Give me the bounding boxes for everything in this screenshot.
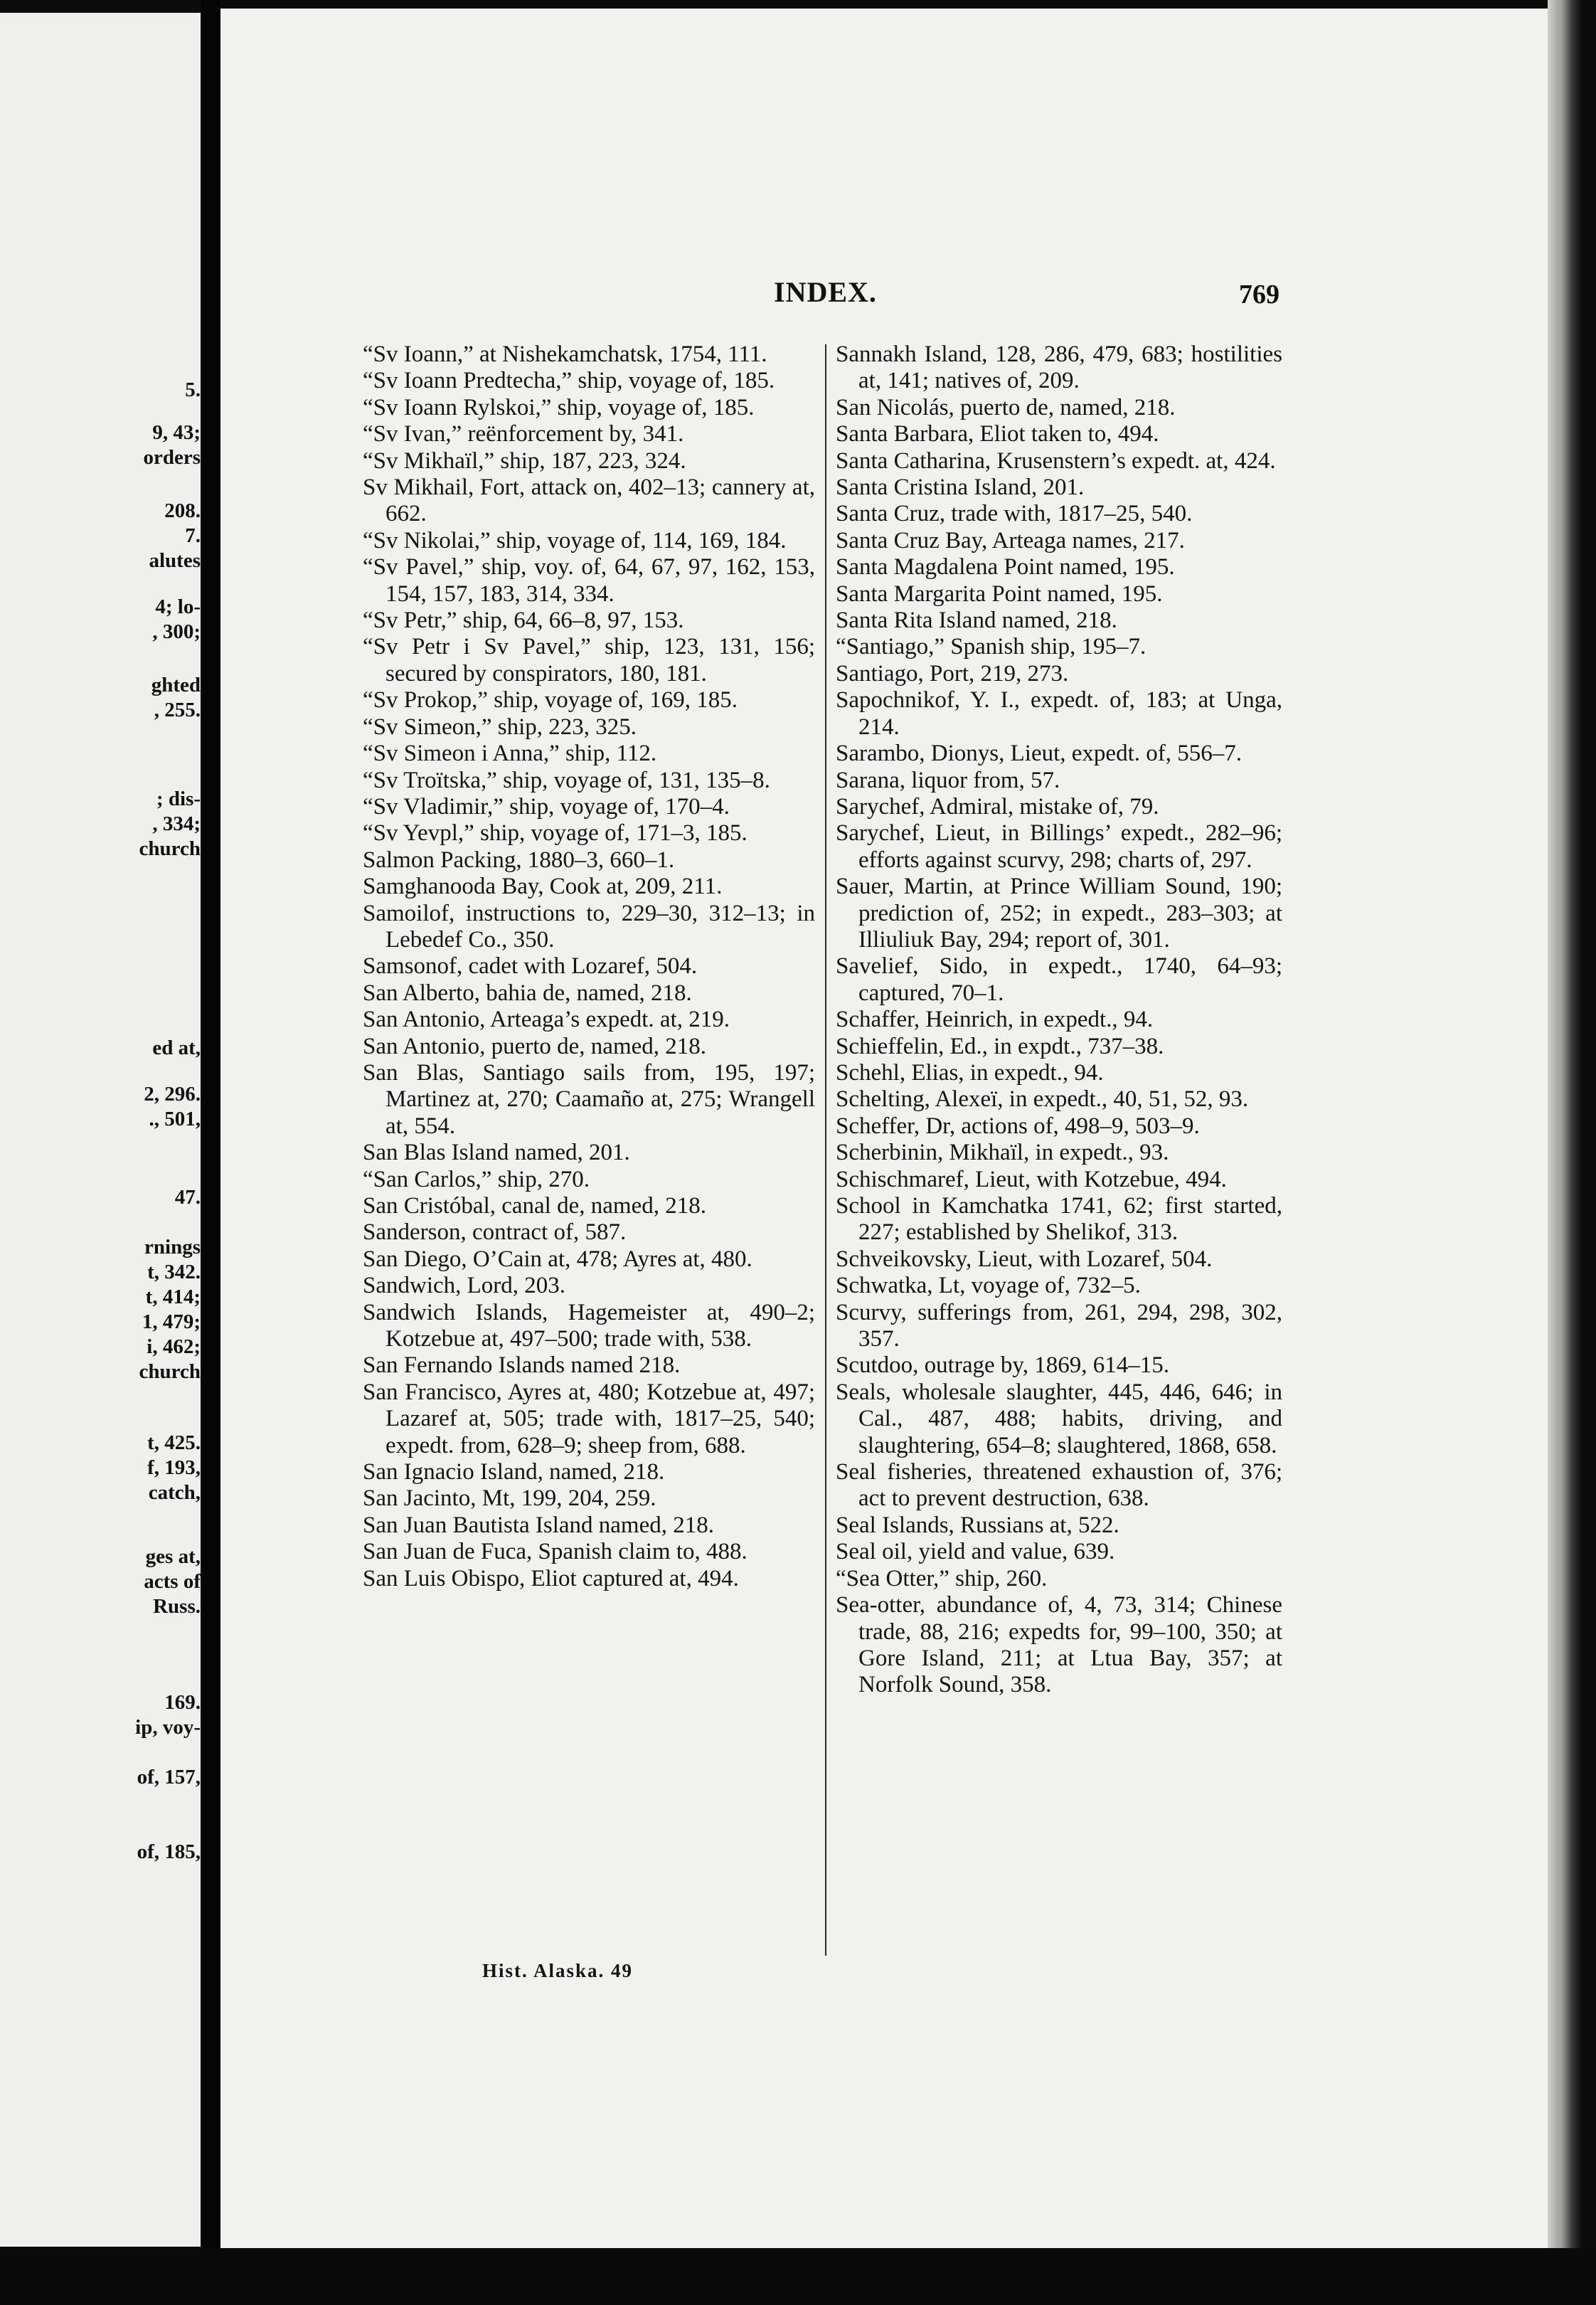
index-entry: San Jacinto, Mt, 199, 204, 259. bbox=[363, 1485, 656, 1512]
index-entry: “Sea Otter,” ship, 260. bbox=[836, 1565, 1048, 1591]
facing-page-fragment: , 255. bbox=[154, 699, 201, 721]
facing-page-fragment: 7. bbox=[185, 524, 201, 547]
facing-page-fragment: 4; lo- bbox=[155, 595, 201, 618]
index-entry: Sandwich Islands, Hagemeister at, 490–2; Kotzebue at, 497–500; trade with, 538. bbox=[363, 1299, 815, 1352]
signature-mark: Hist. Alaska. 49 bbox=[482, 1960, 634, 1981]
facing-page-fragment: , 300; bbox=[152, 620, 201, 643]
index-entry: Sauer, Martin, at Prince William Sound, 190; prediction of, 252; in expedt., 283–303; at Illiuliuk Bay, 294; report of, 301. bbox=[836, 874, 1282, 953]
facing-page-fragment: of, 157, bbox=[137, 1766, 201, 1789]
facing-page-fragment: alutes bbox=[149, 549, 201, 572]
index-entry: Scurvy, sufferings from, 261, 294, 298, 302, 357. bbox=[836, 1299, 1282, 1352]
index-entry: San Nicolás, puerto de, named, 218. bbox=[836, 394, 1176, 420]
facing-page-fragment: , 334; bbox=[152, 812, 201, 835]
facing-page-fragment: 208. bbox=[164, 499, 201, 522]
index-entry: Samghanooda Bay, Cook at, 209, 211. bbox=[363, 874, 723, 900]
facing-page-fragment: ., 501, bbox=[149, 1108, 201, 1130]
index-entry: School in Kamchatka 1741, 62; first started, 227; established by Shelikof, 313. bbox=[836, 1193, 1282, 1246]
index-entry: San Juan de Fuca, Spanish claim to, 488. bbox=[363, 1539, 748, 1565]
index-entry: “Sv Petr i Sv Pavel,” ship, 123, 131, 156; secured by conspirators, 180, 181. bbox=[363, 634, 815, 687]
index-entry: “Sv Prokop,” ship, voyage of, 169, 185. bbox=[363, 687, 738, 714]
facing-page-fragment: orders bbox=[143, 446, 201, 469]
index-entry: “Sv Ioann Rylskoi,” ship, voyage of, 185. bbox=[363, 394, 755, 420]
page-edge bbox=[1548, 0, 1596, 2305]
index-entry: Santa Catharina, Krusenstern’s expedt. at, 424. bbox=[836, 447, 1276, 474]
facing-page-fragment: ghted bbox=[151, 674, 201, 696]
index-entry: “Sv Mikhaïl,” ship, 187, 223, 324. bbox=[363, 447, 686, 474]
index-entry: Sannakh Island, 128, 286, 479, 683; hostilities at, 141; natives of, 209. bbox=[836, 341, 1282, 394]
index-entry: San Blas Island named, 201. bbox=[363, 1140, 630, 1166]
index-entry: “Sv Ioann,” at Nishekamchatsk, 1754, 111. bbox=[363, 341, 767, 367]
index-entry: Schieffelin, Ed., in expdt., 737–38. bbox=[836, 1033, 1164, 1059]
index-entry: “Sv Troïtska,” ship, voyage of, 131, 135–8. bbox=[363, 767, 770, 793]
facing-page-fragment: t, 342. bbox=[147, 1261, 201, 1283]
left-facing-page bbox=[0, 13, 201, 2247]
index-entry: “Sv Pavel,” ship, voy. of, 64, 67, 97, 162, 153, 154, 157, 183, 314, 334. bbox=[363, 554, 815, 607]
facing-page-fragment: church bbox=[139, 1360, 201, 1383]
index-entry: Samoilof, instructions to, 229–30, 312–13; in Lebedef Co., 350. bbox=[363, 900, 815, 953]
index-entry: “Sv Petr,” ship, 64, 66–8, 97, 153. bbox=[363, 608, 684, 634]
index-entry: San Blas, Santiago sails from, 195, 197; Martinez at, 270; Caamaño at, 275; Wrangell at, 554. bbox=[363, 1059, 815, 1139]
facing-page-fragment: f, 193, bbox=[147, 1456, 201, 1479]
index-entry: Scherbinin, Mikhaïl, in expedt., 93. bbox=[836, 1140, 1169, 1166]
index-entry: Sarychef, Lieut, in Billings’ expedt., 282–96; efforts against scurvy, 298; charts of, 297. bbox=[836, 820, 1282, 873]
index-entry: Santa Rita Island named, 218. bbox=[836, 608, 1117, 634]
index-entry: Schwatka, Lt, voyage of, 732–5. bbox=[836, 1273, 1141, 1299]
index-entry: Schelting, Alexeï, in expedt., 40, 51, 52, 93. bbox=[836, 1086, 1249, 1113]
facing-page-fragment: t, 414; bbox=[145, 1286, 201, 1308]
index-entry: “San Carlos,” ship, 270. bbox=[363, 1166, 590, 1192]
facing-page-fragment: 1, 479; bbox=[142, 1310, 201, 1333]
facing-page-fragment: i, 462; bbox=[147, 1335, 201, 1358]
index-entry: San Diego, O’Cain at, 478; Ayres at, 480. bbox=[363, 1246, 752, 1272]
index-entry: Sanderson, contract of, 587. bbox=[363, 1219, 627, 1246]
facing-page-fragment: church bbox=[139, 837, 201, 860]
index-entry: Scutdoo, outrage by, 1869, 614–15. bbox=[836, 1352, 1169, 1379]
scan-border bbox=[0, 2248, 1596, 2305]
index-entry: Seal fisheries, threatened exhaustion of, 376; act to prevent destruction, 638. bbox=[836, 1459, 1282, 1512]
index-entry: Savelief, Sido, in expedt., 1740, 64–93; captured, 70–1. bbox=[836, 953, 1282, 1006]
index-entry: “Santiago,” Spanish ship, 195–7. bbox=[836, 634, 1147, 660]
index-entry: Schischmaref, Lieut, with Kotzebue, 494. bbox=[836, 1166, 1227, 1192]
index-column-right bbox=[836, 341, 1282, 1699]
index-entry: Schaffer, Heinrich, in expedt., 94. bbox=[836, 1007, 1154, 1033]
facing-page-fragment: catch, bbox=[148, 1481, 201, 1504]
index-entry: Santa Magdalena Point named, 195. bbox=[836, 554, 1175, 581]
book-gutter bbox=[201, 0, 220, 2305]
facing-page-fragment: 169. bbox=[164, 1691, 201, 1714]
index-entry: Sv Mikhail, Fort, attack on, 402–13; cannery at, 662. bbox=[363, 475, 815, 527]
index-entry: “Sv Ioann Predtecha,” ship, voyage of, 185. bbox=[363, 368, 775, 394]
page-title: INDEX. bbox=[774, 276, 877, 308]
index-entry: San Antonio, Arteaga’s expedt. at, 219. bbox=[363, 1007, 730, 1033]
index-entry: San Luis Obispo, Eliot captured at, 494. bbox=[363, 1565, 739, 1591]
index-entry: “Sv Vladimir,” ship, voyage of, 170–4. bbox=[363, 793, 730, 820]
index-entry: Seal Islands, Russians at, 522. bbox=[836, 1512, 1119, 1538]
page-number: 769 bbox=[1239, 280, 1280, 309]
index-entry: San Fernando Islands named 218. bbox=[363, 1352, 681, 1379]
column-divider bbox=[825, 344, 826, 1956]
index-entry: Salmon Packing, 1880–3, 660–1. bbox=[363, 847, 675, 873]
index-entry: Samsonof, cadet with Lozaref, 504. bbox=[363, 953, 698, 980]
index-entry: Santa Barbara, Eliot taken to, 494. bbox=[836, 421, 1159, 447]
index-entry: San Juan Bautista Island named, 218. bbox=[363, 1512, 715, 1538]
index-entry: Sandwich, Lord, 203. bbox=[363, 1273, 566, 1299]
facing-page-fragment: 5. bbox=[185, 378, 201, 401]
index-entry: Santiago, Port, 219, 273. bbox=[836, 660, 1069, 687]
index-entry: “Sv Ivan,” reënforcement by, 341. bbox=[363, 421, 684, 447]
index-entry: “Sv Simeon i Anna,” ship, 112. bbox=[363, 741, 657, 767]
index-entry: “Sv Nikolai,” ship, voyage of, 114, 169, 184. bbox=[363, 527, 787, 553]
index-entry: Santa Cruz Bay, Arteaga names, 217. bbox=[836, 527, 1185, 553]
index-entry: Sarambo, Dionys, Lieut, expedt. of, 556–7. bbox=[836, 741, 1242, 767]
index-entry: San Alberto, bahia de, named, 218. bbox=[363, 980, 692, 1006]
index-entry: San Antonio, puerto de, named, 218. bbox=[363, 1033, 707, 1059]
facing-page-fragment: ges at, bbox=[145, 1545, 201, 1568]
index-entry: Sapochnikof, Y. I., expedt. of, 183; at Unga, 214. bbox=[836, 687, 1282, 740]
facing-page-fragment: 9, 43; bbox=[152, 421, 201, 444]
facing-page-fragment: ip, voy- bbox=[135, 1716, 201, 1739]
index-entry: Sea-otter, abundance of, 4, 73, 314; Chinese trade, 88, 216; expedts for, 99–100, 350; at Gore Island, 211; at Ltua Bay, 357; at Norfolk Sound, 358. bbox=[836, 1592, 1282, 1698]
index-column-left bbox=[363, 341, 815, 1592]
index-entry: Schehl, Elias, in expedt., 94. bbox=[836, 1059, 1104, 1086]
index-entry: “Sv Simeon,” ship, 223, 325. bbox=[363, 714, 637, 740]
index-entry: Scheffer, Dr, actions of, 498–9, 503–9. bbox=[836, 1113, 1200, 1139]
facing-page-fragment: 47. bbox=[174, 1186, 201, 1209]
index-entry: San Cristóbal, canal de, named, 218. bbox=[363, 1193, 706, 1219]
facing-page-fragment: ed at, bbox=[152, 1037, 201, 1059]
index-entry: San Francisco, Ayres at, 480; Kotzebue at, 497; Lazaref at, 505; trade with, 1817–25, 540; expedt. from, 628–9; sheep from, 688. bbox=[363, 1379, 815, 1458]
index-entry: “Sv Yevpl,” ship, voyage of, 171–3, 185. bbox=[363, 820, 748, 847]
facing-page-fragment: acts of bbox=[144, 1570, 201, 1593]
index-entry: Santa Cruz, trade with, 1817–25, 540. bbox=[836, 501, 1193, 527]
index-entry: Santa Margarita Point named, 195. bbox=[836, 581, 1163, 607]
facing-page-fragment: rnings bbox=[144, 1236, 201, 1259]
facing-page-fragment: 2, 296. bbox=[144, 1083, 201, 1106]
index-entry: Seals, wholesale slaughter, 445, 446, 646; in Cal., 487, 488; habits, driving, and slaughtering, 654–8; slaughtered, 1868, 658. bbox=[836, 1379, 1282, 1458]
facing-page-fragment: Russ. bbox=[153, 1595, 201, 1618]
facing-page-fragment: t, 425. bbox=[147, 1431, 201, 1454]
index-entry: San Ignacio Island, named, 218. bbox=[363, 1459, 665, 1485]
facing-page-fragment: ; dis- bbox=[156, 788, 201, 810]
index-entry: Seal oil, yield and value, 639. bbox=[836, 1539, 1115, 1565]
index-entry: Schveikovsky, Lieut, with Lozaref, 504. bbox=[836, 1246, 1213, 1272]
facing-page-fragment: of, 185, bbox=[137, 1840, 201, 1863]
index-entry: Sarana, liquor from, 57. bbox=[836, 767, 1060, 793]
index-entry: Sarychef, Admiral, mistake of, 79. bbox=[836, 793, 1159, 820]
index-entry: Santa Cristina Island, 201. bbox=[836, 475, 1085, 501]
